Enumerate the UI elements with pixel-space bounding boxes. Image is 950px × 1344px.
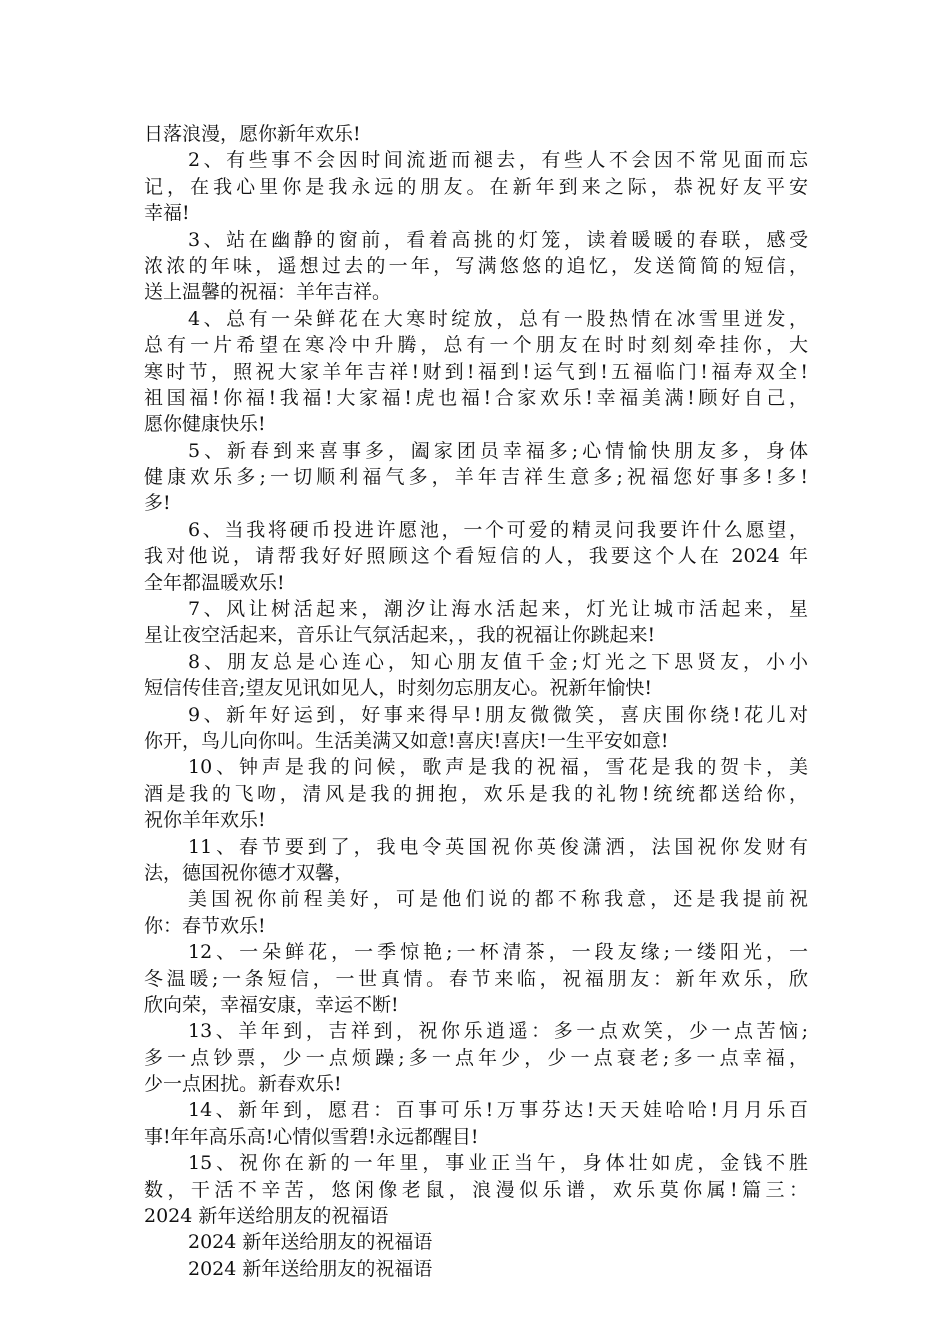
text-line: 数，干活不辛苦，悠闲像老鼠，浪漫似乐谱，欢乐莫你属!篇三：	[144, 1178, 808, 1201]
text-line: 5、新春到来喜事多，阖家团员幸福多;心情愉快朋友多，身体	[188, 439, 808, 462]
text-line: 事!年年高乐高!心情似雪碧!永远都醒目!	[144, 1125, 479, 1148]
text-line: 15、祝你在新的一年里，事业正当午，身体壮如虎，金钱不胜	[188, 1152, 808, 1175]
text-line: 11、春节要到了，我电令英国祝你英俊潇洒，法国祝你发财有	[188, 835, 808, 858]
text-line: 全年都温暖欢乐!	[144, 571, 285, 594]
text-line: 4、总有一朵鲜花在大寒时绽放，总有一股热情在冰雪里迸发，	[188, 307, 808, 330]
text-line: 祝你羊年欢乐!	[144, 809, 266, 832]
text-line: 记，在我心里你是我永远的朋友。在新年到来之际，恭祝好友平安	[144, 175, 808, 198]
text-line: 酒是我的飞吻，清风是我的拥抱，欢乐是我的礼物!统统都送给你，	[144, 782, 808, 805]
text-line: 13、羊年到，吉祥到，祝你乐逍遥：多一点欢笑，少一点苦恼;	[188, 1020, 808, 1043]
text-line: 日落浪漫，愿你新年欢乐!	[144, 123, 361, 145]
text-line: 短信传佳音;望友见讯如见人，时刻勿忘朋友心。祝新年愉快!	[144, 677, 653, 700]
document-body	[144, 121, 808, 1282]
text-line: 6、当我将硬币投进许愿池，一个可爱的精灵问我要许什么愿望，	[188, 518, 808, 541]
text-line: 3、站在幽静的窗前，看着高挑的灯笼，读着暖暖的春联，感受	[188, 228, 808, 251]
text-line: 送上温馨的祝福：羊年吉祥。	[144, 281, 392, 304]
text-line: 2024 新年送给朋友的祝福语	[188, 1257, 433, 1280]
text-line: 法，德国祝你德才双馨，	[144, 861, 354, 884]
text-line: 冬温暖;一条短信，一世真情。春节来临，祝福朋友：新年欢乐，欣	[144, 967, 808, 990]
text-line: 美国祝你前程美好，可是他们说的都不称我意，还是我提前祝	[188, 888, 808, 911]
text-line: 星让夜空活起来，音乐让气氛活起来，，我的祝福让你跳起来!	[144, 624, 656, 647]
text-line: 2、有些事不会因时间流逝而褪去，有些人不会因不常见面而忘	[188, 149, 808, 172]
text-line: 欣向荣，幸福安康，幸运不断!	[144, 993, 399, 1016]
text-line: 你开，鸟儿向你叫。生活美满又如意!喜庆!喜庆!一生平安如意!	[144, 729, 669, 752]
text-line: 少一点困扰。新春欢乐!	[144, 1073, 342, 1096]
text-line: 12、一朵鲜花，一季惊艳;一杯清茶，一段友缘;一缕阳光，一	[188, 941, 808, 964]
text-line: 14、新年到，愿君：百事可乐!万事芬达!天天娃哈哈!月月乐百	[188, 1099, 808, 1122]
text-line: 2024 新年送给朋友的祝福语	[188, 1231, 433, 1254]
text-line: 多一点钞票，少一点烦躁;多一点年少，少一点衰老;多一点幸福，	[144, 1046, 808, 1069]
text-line: 健康欢乐多;一切顺利福气多，羊年吉祥生意多;祝福您好事多!多!	[144, 466, 808, 489]
text-line: 总有一片希望在寒冷中升腾，总有一个朋友在时时刻刻牵挂你，大	[144, 334, 808, 357]
text-line: 浓浓的年味，遥想过去的一年，写满悠悠的追忆，发送简简的短信，	[144, 254, 808, 277]
text-line: 我对他说，请帮我好好照顾这个看短信的人，我要这个人在 2024 年	[144, 545, 808, 568]
text-line: 祖国福!你福!我福!大家福!虎也福!合家欢乐!幸福美满!顾好自己，	[144, 386, 808, 409]
text-line: 10、钟声是我的问候，歌声是我的祝福，雪花是我的贺卡，美	[188, 756, 808, 779]
text-line: 多!	[144, 492, 171, 515]
text-line: 2024 新年送给朋友的祝福语	[144, 1205, 389, 1228]
text-line: 寒时节，照祝大家羊年吉祥!财到!福到!运气到!五福临门!福寿双全!	[144, 360, 808, 383]
text-line: 幸福!	[144, 202, 190, 225]
text-line: 你：春节欢乐!	[144, 914, 266, 937]
text-line: 7、风让树活起来，潮汐让海水活起来，灯光让城市活起来，星	[188, 598, 808, 621]
text-line: 8、朋友总是心连心，知心朋友值千金;灯光之下思贤友，小小	[188, 650, 808, 673]
text-line: 愿你健康快乐!	[144, 413, 266, 436]
text-line: 9、新年好运到，好事来得早!朋友微微笑，喜庆围你绕!花儿对	[188, 703, 808, 726]
